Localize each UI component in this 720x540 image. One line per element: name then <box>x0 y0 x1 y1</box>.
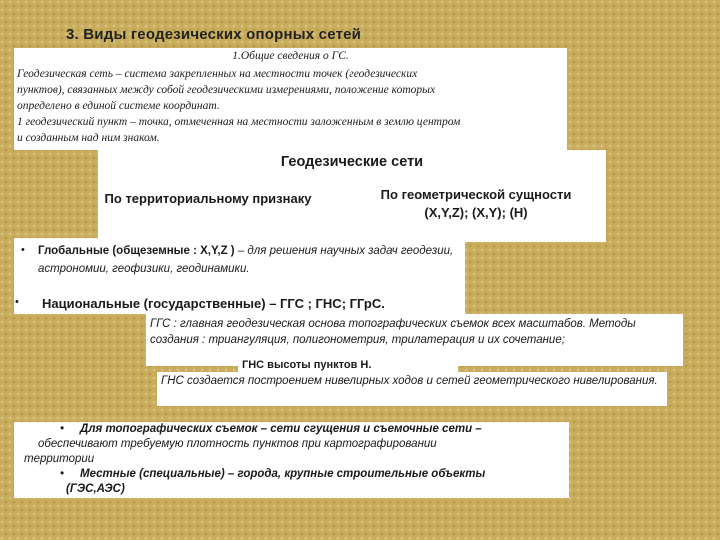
by-geometry-line2: (X,Y,Z); (X,Y); (H) <box>424 205 528 220</box>
global-network-panel <box>14 238 465 294</box>
bottom-line-4 <box>20 467 565 482</box>
global-network-text <box>38 242 460 278</box>
bullet-icon: • <box>60 423 65 435</box>
definition-line: 1 геодезический пункт – точка, отмеченная на местности заложенным в землю центром <box>17 116 461 128</box>
by-territory-heading: По территориальному признаку <box>104 191 312 206</box>
ggs-text: ГГС : главная геодезическая основа топографических съемок всех масштабов. Методы создания : триангуляция, полигонометрия, трилатерация и их сочетание; <box>150 318 636 346</box>
definition-line: Геодезическая сеть – система закрепленных на местности точек (геодезических <box>17 68 418 80</box>
topographic-networks-text: Для топографических съемок – сети сгущения и съемочные сети – <box>80 423 482 435</box>
definition-line: определено в единой системе координат. <box>17 100 220 112</box>
networks-title: Геодезические сети <box>280 154 424 170</box>
bullet-icon: • <box>15 296 19 308</box>
definitions-heading: 1.Общие сведения о ГС. <box>232 50 349 62</box>
bottom-line-2: обеспечивают требуемую плотность пунктов при картографировании <box>38 438 437 450</box>
local-networks-panel <box>14 422 569 498</box>
definition-line: пунктов), связанных между собой геодезическими измерениями, положение которых <box>17 84 436 96</box>
bullet-icon: • <box>60 468 65 480</box>
national-network-text: Национальные (государственные) – ГГС ; ГНС; ГГрС. <box>42 296 385 311</box>
definitions-body <box>17 66 563 146</box>
definitions-panel <box>14 48 567 150</box>
ggs-panel <box>146 314 683 366</box>
gns-text: ГНС создается построением нивелирных ходов и сетей геометрического нивелирования. <box>161 375 658 387</box>
gns-panel <box>157 372 667 406</box>
bottom-line-3: территории <box>24 453 95 465</box>
definition-line: и созданным над ним знаком. <box>17 132 160 144</box>
local-networks-text <box>20 422 565 497</box>
bottom-line-5: (ГЭС,АЭС) <box>66 483 125 495</box>
bottom-line-1 <box>20 422 565 437</box>
national-network-panel <box>14 294 465 314</box>
global-network-bold: Глобальные (общеземные : X,Y,Z ) <box>38 245 235 257</box>
slide-title: 3. Виды геодезических опорных сетей <box>66 26 362 43</box>
by-geometry-heading <box>346 186 606 222</box>
gns-hidden-text: ГНС высоты пунктов Н. <box>242 359 372 371</box>
bullet-icon: • <box>21 244 25 256</box>
networks-header-panel <box>98 150 606 242</box>
local-networks-heading: Местные (специальные) – города, крупные строительные объекты <box>80 468 486 480</box>
global-network-rest: – для решения научных задач геодезии, астрономии, геофизики, геодинамики. <box>38 245 454 275</box>
by-geometry-line1: По геометрической сущности <box>380 187 572 202</box>
